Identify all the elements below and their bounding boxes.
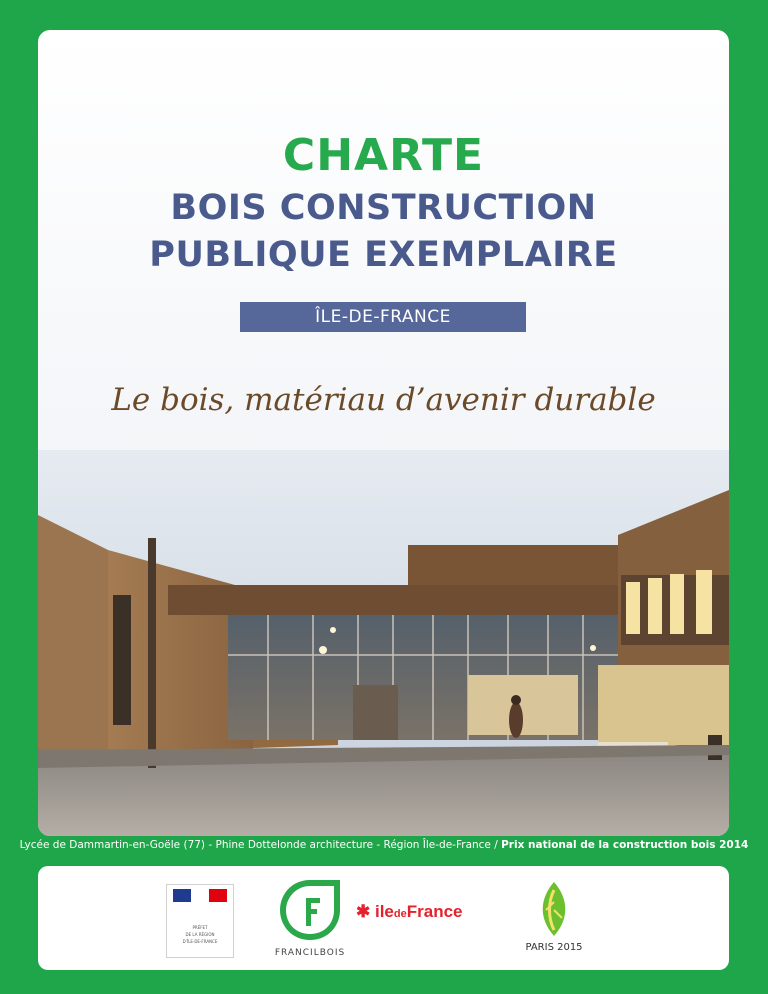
francilbois-logo bbox=[270, 874, 350, 966]
iledefrance-logo bbox=[356, 902, 476, 928]
prefet-line-3: D’ÎLE-DE-FRANCE bbox=[182, 939, 218, 944]
caption-award: Prix national de la construction bois 2014 bbox=[501, 839, 749, 851]
prefet-line-1: PRÉFET bbox=[192, 925, 208, 930]
building-photo bbox=[38, 450, 729, 836]
francilbois-label: FRANCILBOIS bbox=[274, 948, 346, 958]
title-line-1: BOIS CONSTRUCTION bbox=[170, 188, 597, 228]
region-band: ÎLE-DE-FRANCE bbox=[240, 302, 526, 332]
prefet-logo bbox=[166, 884, 234, 958]
photo-caption bbox=[0, 839, 768, 851]
iledefrance-france: France bbox=[406, 902, 463, 921]
caption-text: Lycée de Dammartin-en-Goële (77) - Phine Dottelonde architecture - Région Île-de-France / bbox=[19, 839, 502, 851]
marianne-flag-icon bbox=[173, 889, 227, 902]
cover-card bbox=[38, 30, 729, 836]
leaf-icon bbox=[522, 880, 586, 940]
title-charte: CHARTE bbox=[282, 130, 485, 181]
prefet-line-2: DE LA RÉGION bbox=[185, 932, 215, 937]
cop-label: PARIS 2015 bbox=[525, 942, 583, 953]
francilbois-house-icon bbox=[270, 874, 350, 946]
title-line-2: PUBLIQUE EXEMPLAIRE bbox=[149, 235, 618, 275]
partner-logo-bar bbox=[38, 866, 729, 970]
cop21-logo bbox=[522, 880, 586, 966]
iledefrance-star-icon: ✱ bbox=[356, 902, 371, 921]
iledefrance-ile: ile bbox=[374, 902, 394, 921]
iledefrance-de: de bbox=[393, 908, 407, 920]
tagline: Le bois, matériau d’avenir durable bbox=[111, 382, 656, 418]
